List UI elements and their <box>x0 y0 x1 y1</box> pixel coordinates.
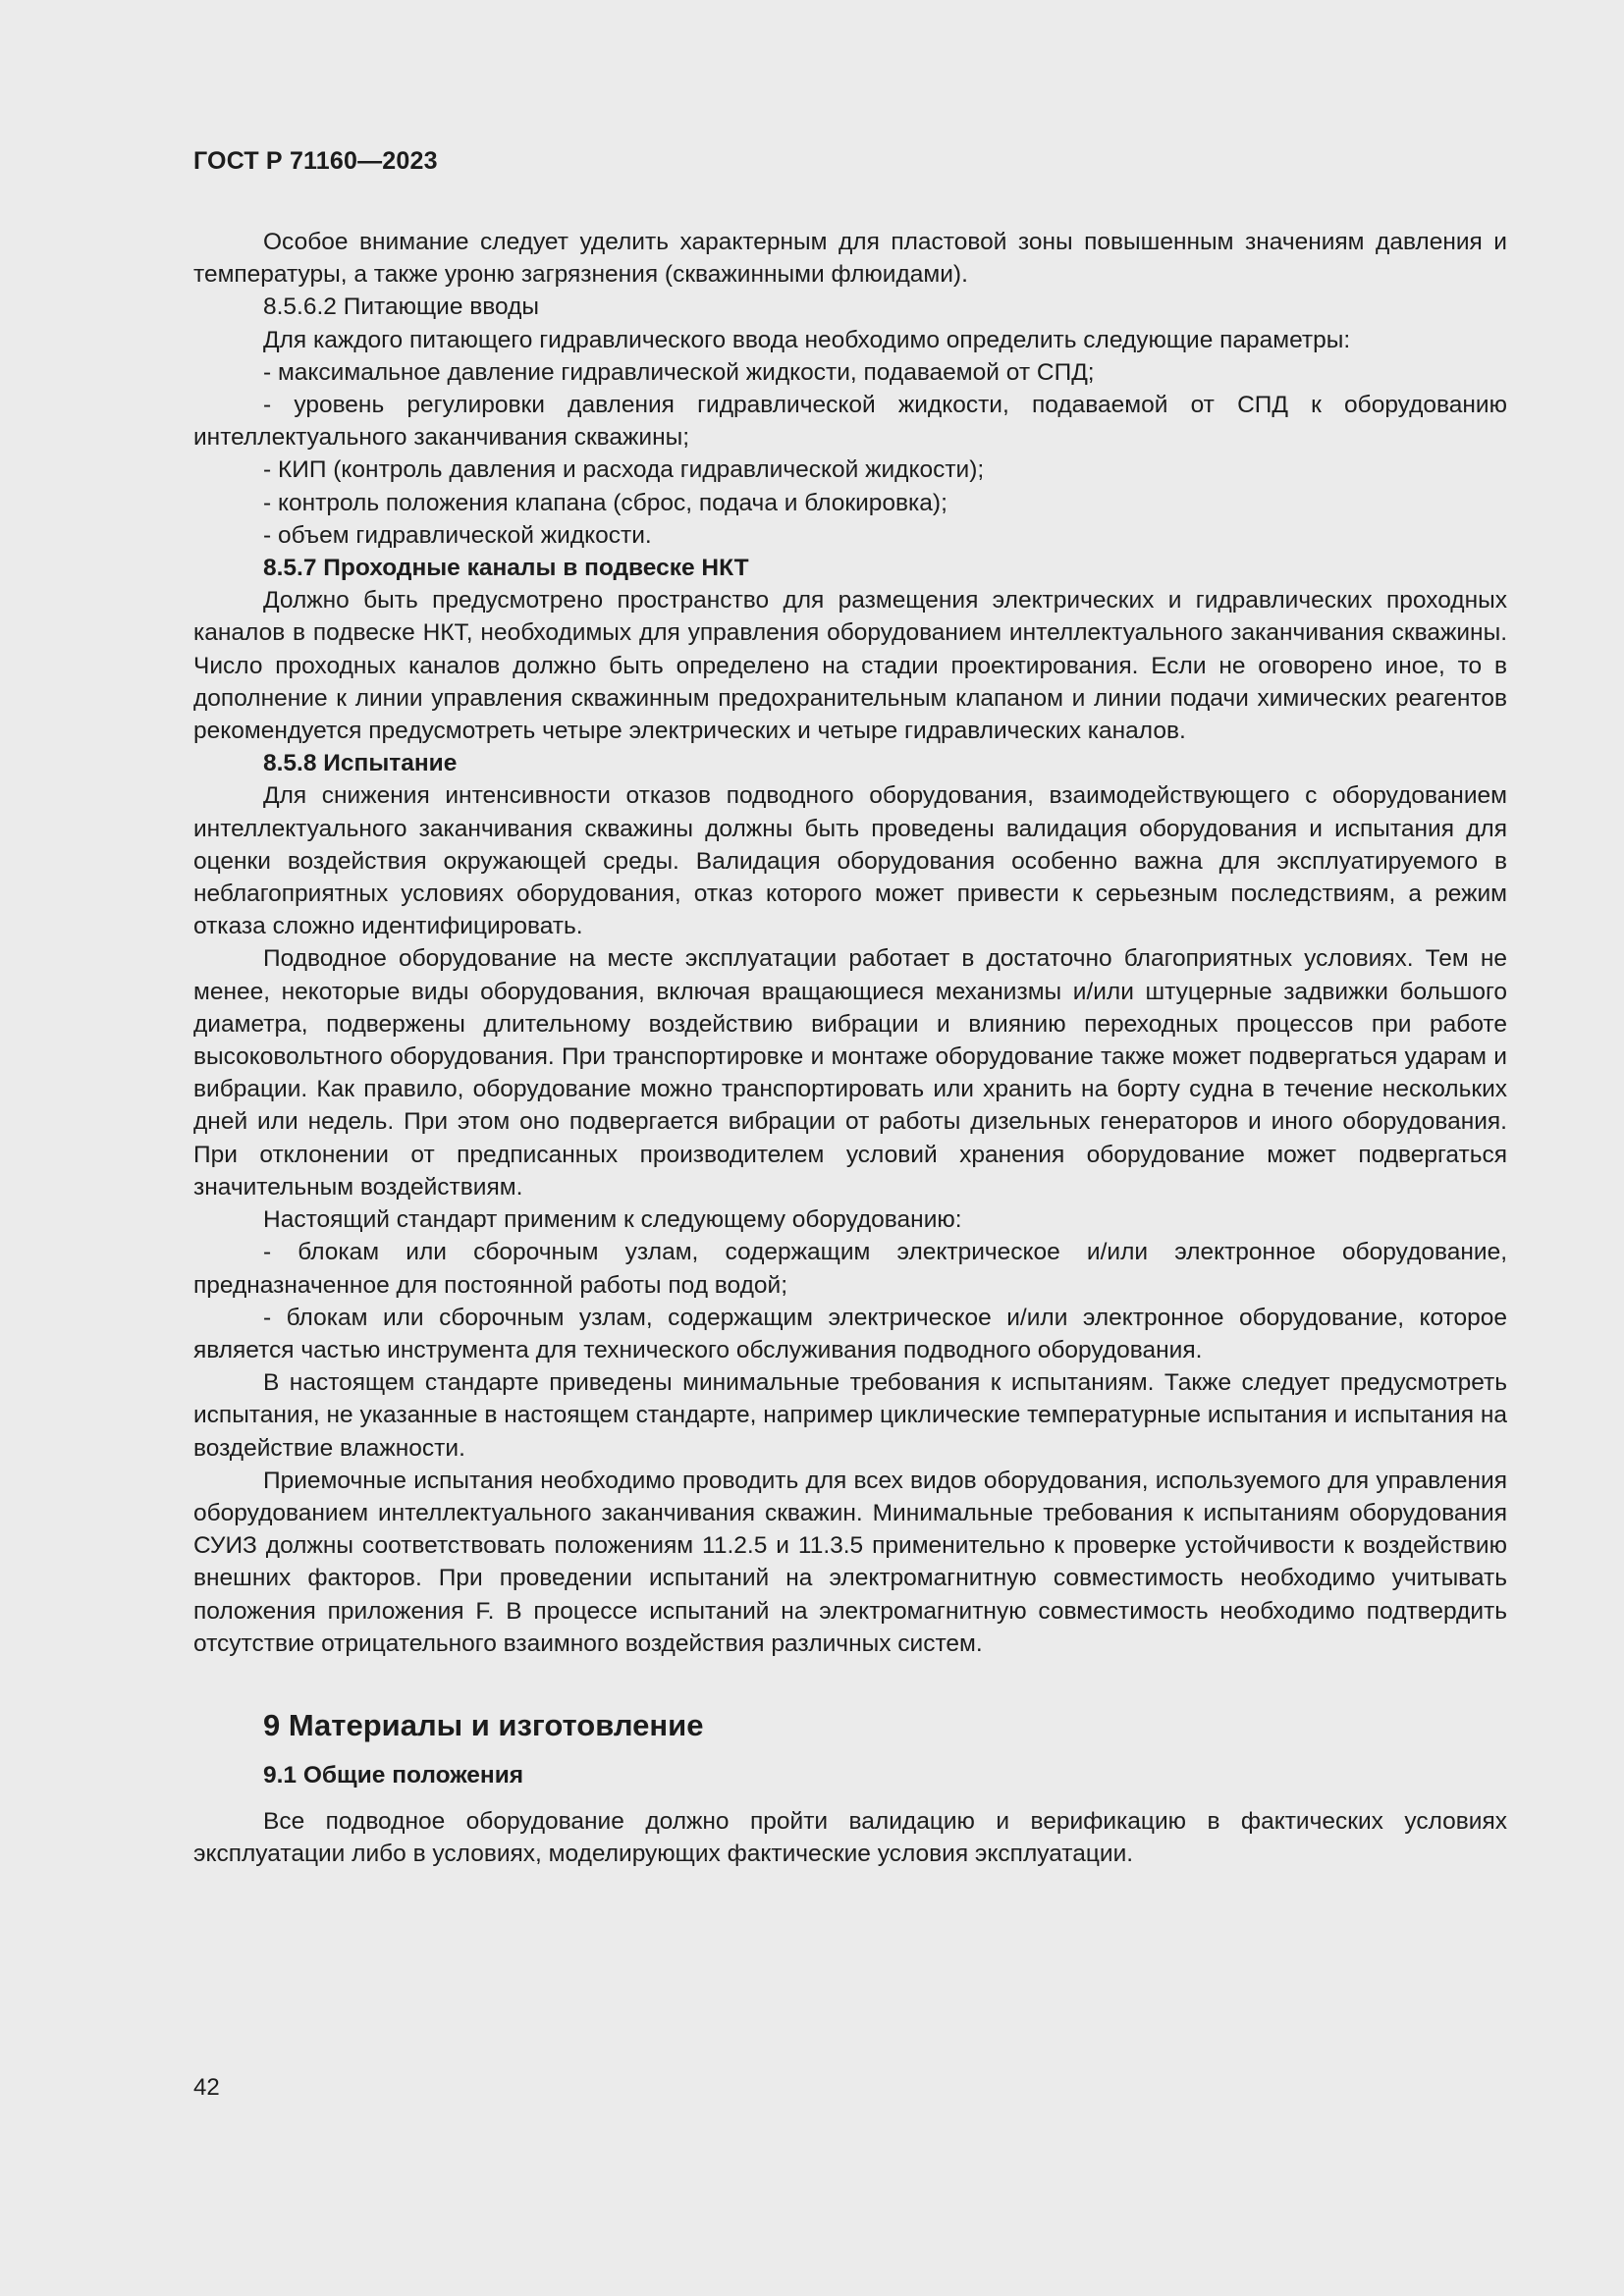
list-item: - блокам или сборочным узлам, содержащим электрическое и/или электронное оборудование, предназначенное для постоянной работы под водой; <box>193 1239 1507 1299</box>
list-item: - объем гидравлической жидкости. <box>263 521 652 549</box>
document-header-standard-id: ГОСТ Р 71160—2023 <box>193 147 438 175</box>
paragraph: Все подводное оборудование должно пройти валидацию и верификацию в фактических условиях эксплуатации либо в условиях, моделирующих фактические условия эксплуатации. <box>193 1807 1507 1868</box>
paragraph: Для каждого питающего гидравлического ввода необходимо определить следующие параметры: <box>263 326 1351 353</box>
paragraph: В настоящем стандарте приведены минимальные требования к испытаниям. Также следует предусмотреть испытания, не указанные в настоящем стандарте, например циклические температурные испытания и испытания на воздействие влажности. <box>193 1369 1507 1462</box>
chapter-heading-9: 9 Материалы и изготовление <box>263 1707 704 1742</box>
paragraph: Для снижения интенсивности отказов подводного оборудования, взаимодействующего с оборудованием интеллектуального заканчивания скважины должны быть проведены валидация оборудования и испытания для оценки воздействия окружающей среды. Валидация оборудования особенно важна для эксплуатируемого в неблагоприятных условиях оборудования, отказ которого может привести к серьезным последствиям, а режим отказа сложно идентифицировать. <box>193 782 1507 940</box>
list-item: - уровень регулировки давления гидравлической жидкости, подаваемой от СПД к оборудованию интеллектуального заканчивания скважины; <box>193 392 1507 452</box>
subsection-title: 8.5.6.2 Питающие вводы <box>263 294 539 321</box>
list-item: - максимальное давление гидравлической жидкости, подаваемой от СПД; <box>263 358 1095 386</box>
section-heading-9-1: 9.1 Общие положения <box>263 1761 524 1789</box>
list-item: - контроль положения клапана (сброс, подача и блокировка); <box>263 489 947 516</box>
section-heading-8-5-7: 8.5.7 Проходные каналы в подвеске НКТ <box>263 555 749 582</box>
list-item: - КИП (контроль давления и расхода гидравлической жидкости); <box>263 456 985 484</box>
paragraph: Должно быть предусмотрено пространство для размещения электрических и гидравлических проходных каналов в подвеске НКТ, необходимых для управления оборудованием интеллектуального заканчивания скважины. Число проходных каналов должно быть определено на стадии проектирования. Если не оговорено иное, то в дополнение к линии управления скважинным предохранительным клапаном и линии подачи химических реагентов рекомендуется предусмотреть четыре электрических и четыре гидравлических каналов. <box>193 587 1507 745</box>
paragraph: Настоящий стандарт применим к следующему оборудованию: <box>263 1206 962 1234</box>
document-body <box>193 226 1507 1870</box>
section-heading-8-5-8: 8.5.8 Испытание <box>263 750 458 777</box>
paragraph: Приемочные испытания необходимо проводить для всех видов оборудования, используемого для управления оборудованием интеллектуального заканчивания скважин. Минимальные требования к испытаниям оборудования СУИЗ должны соответствовать положениям 11.2.5 и 11.3.5 применительно к проверке устойчивости к воздействию внешних факторов. При проведении испытаний на электромагнитную совместимость необходимо учитывать положения приложения F. В процессе испытаний на электромагнитную совместимость необходимо подтвердить отсутствие отрицательного взаимного воздействия различных систем. <box>193 1467 1507 1657</box>
paragraph: Особое внимание следует уделить характерным для пластовой зоны повышенным значениям давления и температуры, а также уроню загрязнения (скважинными флюидами). <box>193 229 1507 289</box>
paragraph: Подводное оборудование на месте эксплуатации работает в достаточно благоприятных условиях. Тем не менее, некоторые виды оборудования, включая вращающиеся механизмы и/или штуцерные задвижки большого диаметра, подвержены длительному воздействию вибрации и влиянию переходных процессов при работе высоковольтного оборудования. При транспортировке и монтаже оборудование также может подвергаться ударам и вибрации. Как правило, оборудование можно транспортировать или хранить на борту судна в течение нескольких дней или недель. При этом оно подвергается вибрации от работы дизельных генераторов и иного оборудования. При отклонении от предписанных производителем условий хранения оборудование может подвергаться значительным воздействиям. <box>193 945 1507 1201</box>
list-item: - блокам или сборочным узлам, содержащим электрическое и/или электронное оборудование, которое является частью инструмента для технического обслуживания подводного оборудования. <box>193 1304 1507 1363</box>
page-number: 42 <box>193 2074 220 2101</box>
